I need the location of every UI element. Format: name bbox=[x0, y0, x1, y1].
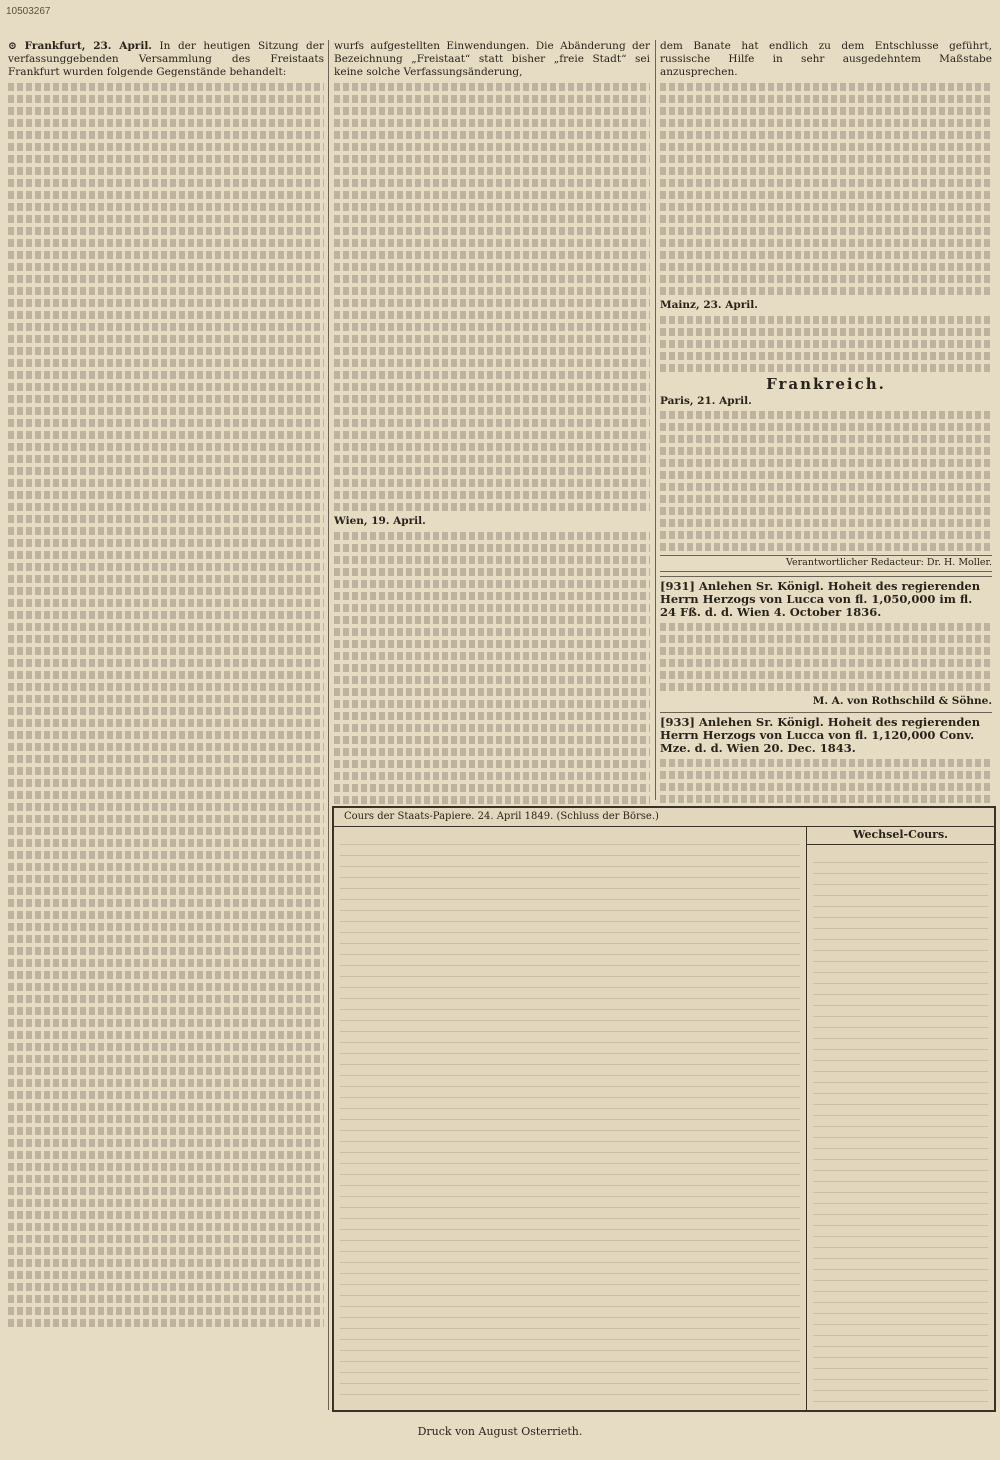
bonds-table bbox=[334, 826, 807, 1410]
column2-text: wurfs aufgestellten Einwendungen. Die Abänderung der Bezeichnung „Freistaat“ statt bisher „freie Stadt“ sei keine solche Verfassungsänderung, bbox=[334, 40, 650, 78]
printer-line: Druck von August Osterrieth. bbox=[417, 1425, 583, 1438]
illegible-text bbox=[334, 83, 650, 511]
article-lead: Paris, 21. April. bbox=[660, 394, 752, 407]
paris-article bbox=[660, 395, 992, 408]
illegible-text bbox=[8, 83, 324, 1327]
column-3 bbox=[660, 40, 992, 800]
section-title: Frankreich. bbox=[766, 374, 886, 393]
wien-article bbox=[334, 515, 650, 528]
exchange-rates bbox=[807, 826, 994, 1410]
illegible-text bbox=[660, 83, 992, 295]
article-text: In der heutigen Sitzung der verfassunggebenden Versammlung des Freistaats Frankfurt wurden folgende Gegenstände behandelt: bbox=[8, 40, 324, 78]
exchange-table bbox=[332, 806, 996, 1412]
article-lead: Mainz, 23. April. bbox=[660, 298, 758, 311]
illegible-table-rows bbox=[813, 852, 988, 1402]
illegible-text bbox=[660, 316, 992, 372]
notice-head: [933] Anlehen Sr. Königl. Hoheit des regierenden Herrn Herzogs von Lucca von fl. 1,120,000 Conv. Mze. d. d. Wien 20. Dec. 1843. bbox=[660, 714, 981, 755]
article-lead: Wien, 19. April. bbox=[334, 514, 426, 527]
illegible-text bbox=[660, 411, 992, 551]
column3-text: dem Banate hat endlich zu dem Entschlusse geführt, russische Hilfe in sehr ausgedehntem Maßstabe anzusprechen. bbox=[660, 40, 992, 78]
frankfurt-article bbox=[8, 40, 324, 79]
notice-signature: M. A. von Rothschild & Söhne. bbox=[812, 695, 992, 708]
notice bbox=[660, 576, 992, 710]
exchange-title: Wechsel-Cours. bbox=[807, 826, 994, 845]
illegible-table-rows bbox=[340, 834, 800, 1402]
article-lead: ⊙ Frankfurt, 23. April. bbox=[8, 40, 152, 52]
editor-line: Verantwortlicher Redacteur: Dr. H. Moller. bbox=[660, 555, 992, 572]
mainz-article bbox=[660, 299, 992, 312]
notice-head: [931] Anlehen Sr. Königl. Hoheit des regierenden Herrn Herzogs von Lucca von fl. 1,050,000 im fl. 24 Fß. d. d. Wien 4. October 1836. bbox=[660, 579, 981, 620]
page-id: 10503267 bbox=[6, 6, 51, 17]
column-1 bbox=[8, 40, 324, 1400]
column-2 bbox=[334, 40, 650, 800]
table-title: Cours der Staats-Papiere. 24. April 1849. (Schluss der Börse.) bbox=[334, 808, 994, 827]
